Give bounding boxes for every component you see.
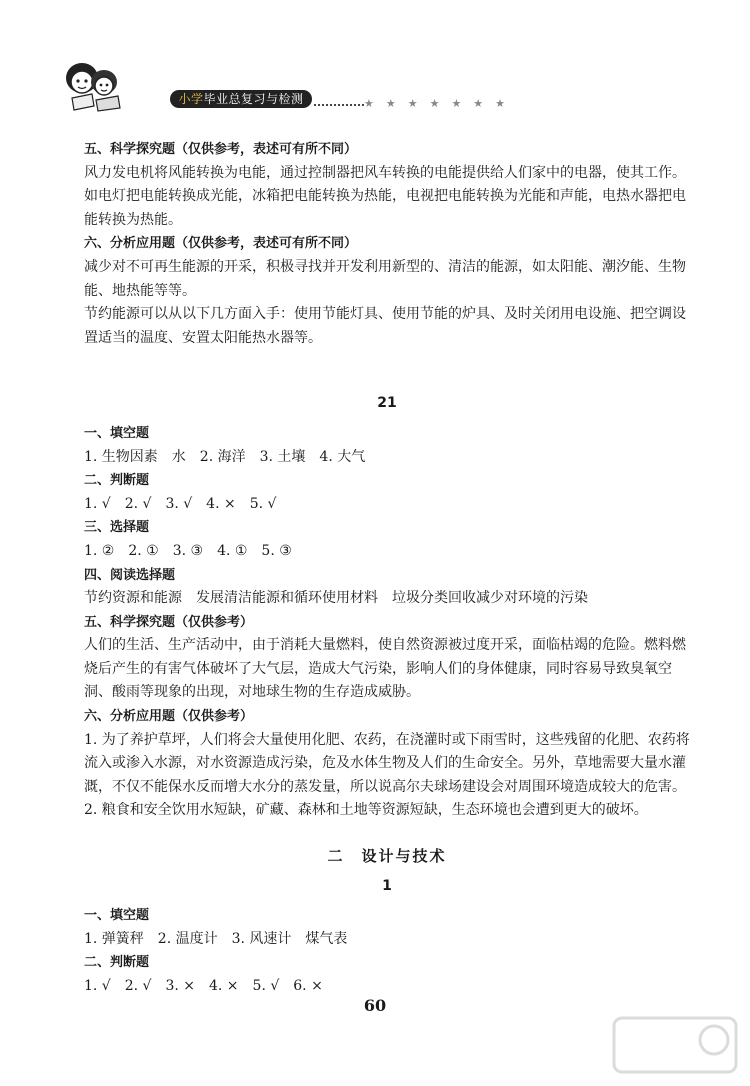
question-heading: 五、科学探究题（仅供参考，表述可有所不同） — [84, 142, 358, 157]
answer-text: 1. 生物因素 水 2. 海洋 3. 土壤 4. 大气 — [84, 448, 366, 465]
answer-text: 1. 为了养护草坪，人们将会大量使用化肥、农药，在浇灌时或下雨雪时，这些残留的化肥、农药将流入或渗入水源，对水资源造成污染，危及水体生物及人们的生命安全。另外，草地需要大量水灌溉，不仅不能保水反而增大水分的蒸发量，所以说高尔夫球场建设会对周围环境造成较大的危害。 — [84, 731, 690, 795]
question-heading: 二、判断题 — [84, 955, 150, 971]
book-title-banner — [170, 90, 312, 108]
answer-text: 风力发电机将风能转换为电能，通过控制器把风车转换的电能提供给人们家中的电器，使其工作。如电灯把电能转换成光能，冰箱把电能转换为热能，电视把电能转换为光能和声能，电热水器把电能转换为热能。 — [84, 164, 686, 228]
question-heading: 六、分析应用题（仅供参考） — [84, 709, 254, 725]
answer-content — [84, 138, 690, 999]
answer-text: 2. 粮食和安全饮用水短缺，矿藏、森林和土地等资源短缺，生态环境也会遭到更大的破坏。 — [84, 802, 648, 819]
cartoon-children-logo-icon — [58, 56, 128, 114]
section-gap — [84, 350, 690, 388]
question-heading: 一、填空题 — [84, 908, 150, 924]
section-title: 二 设计与技术 — [327, 847, 447, 866]
answer-text: 节约能源可以从以下几方面入手：使用节能灯具、使用节能的炉具、及时关闭用电设施、把空调设置适当的温度、安置太阳能热水器等。 — [84, 306, 686, 346]
unit-number: 21 — [377, 395, 397, 412]
page-header — [58, 56, 698, 116]
question-heading: 五、科学探究题（仅供参考） — [84, 614, 254, 630]
question-heading: 四、阅读选择题 — [84, 567, 176, 583]
watermark-logo-icon — [610, 1010, 740, 1080]
banner-accent: 小学 — [178, 92, 204, 106]
question-heading: 二、判断题 — [84, 473, 150, 489]
header-dotted-rule — [314, 104, 364, 106]
page-number: 60 — [363, 996, 387, 1015]
answer-text: 1. √ 2. √ 3. × 4. × 5. √ 6. × — [84, 978, 323, 994]
answer-text: 人们的生活、生产活动中，由于消耗大量燃料，使自然资源被过度开采，面临枯竭的危险。燃料燃烧后产生的有害气体破坏了大气层，造成大气污染，影响人们的身体健康，同时容易导致臭氧空洞、酸雨等现象的出现，对地球生物的生存造成威胁。 — [84, 637, 686, 701]
header-star-decoration-icon: ★★★★★★★ — [364, 97, 518, 110]
question-heading: 三、选择题 — [84, 520, 150, 536]
unit-number: 1 — [382, 877, 392, 894]
banner-text: 毕业总复习与检测 — [203, 92, 304, 106]
answer-text: 1. ② 2. ① 3. ③ 4. ① 5. ③ — [84, 542, 292, 559]
answer-text: 1. 弹簧秤 2. 温度计 3. 风速计 煤气表 — [84, 930, 348, 947]
answer-text: 节约资源和能源 发展清洁能源和循环使用材料 垃圾分类回收减少对环境的污染 — [84, 590, 588, 607]
answer-text: 1. √ 2. √ 3. √ 4. × 5. √ — [84, 495, 277, 512]
answer-text: 减少对不可再生能源的开采，积极寻找并开发利用新型的、清洁的能源，如太阳能、潮汐能、生物能、地热能等等。 — [84, 258, 686, 299]
question-heading: 一、填空题 — [84, 425, 150, 441]
question-heading: 六、分析应用题（仅供参考，表述可有所不同） — [84, 236, 358, 252]
